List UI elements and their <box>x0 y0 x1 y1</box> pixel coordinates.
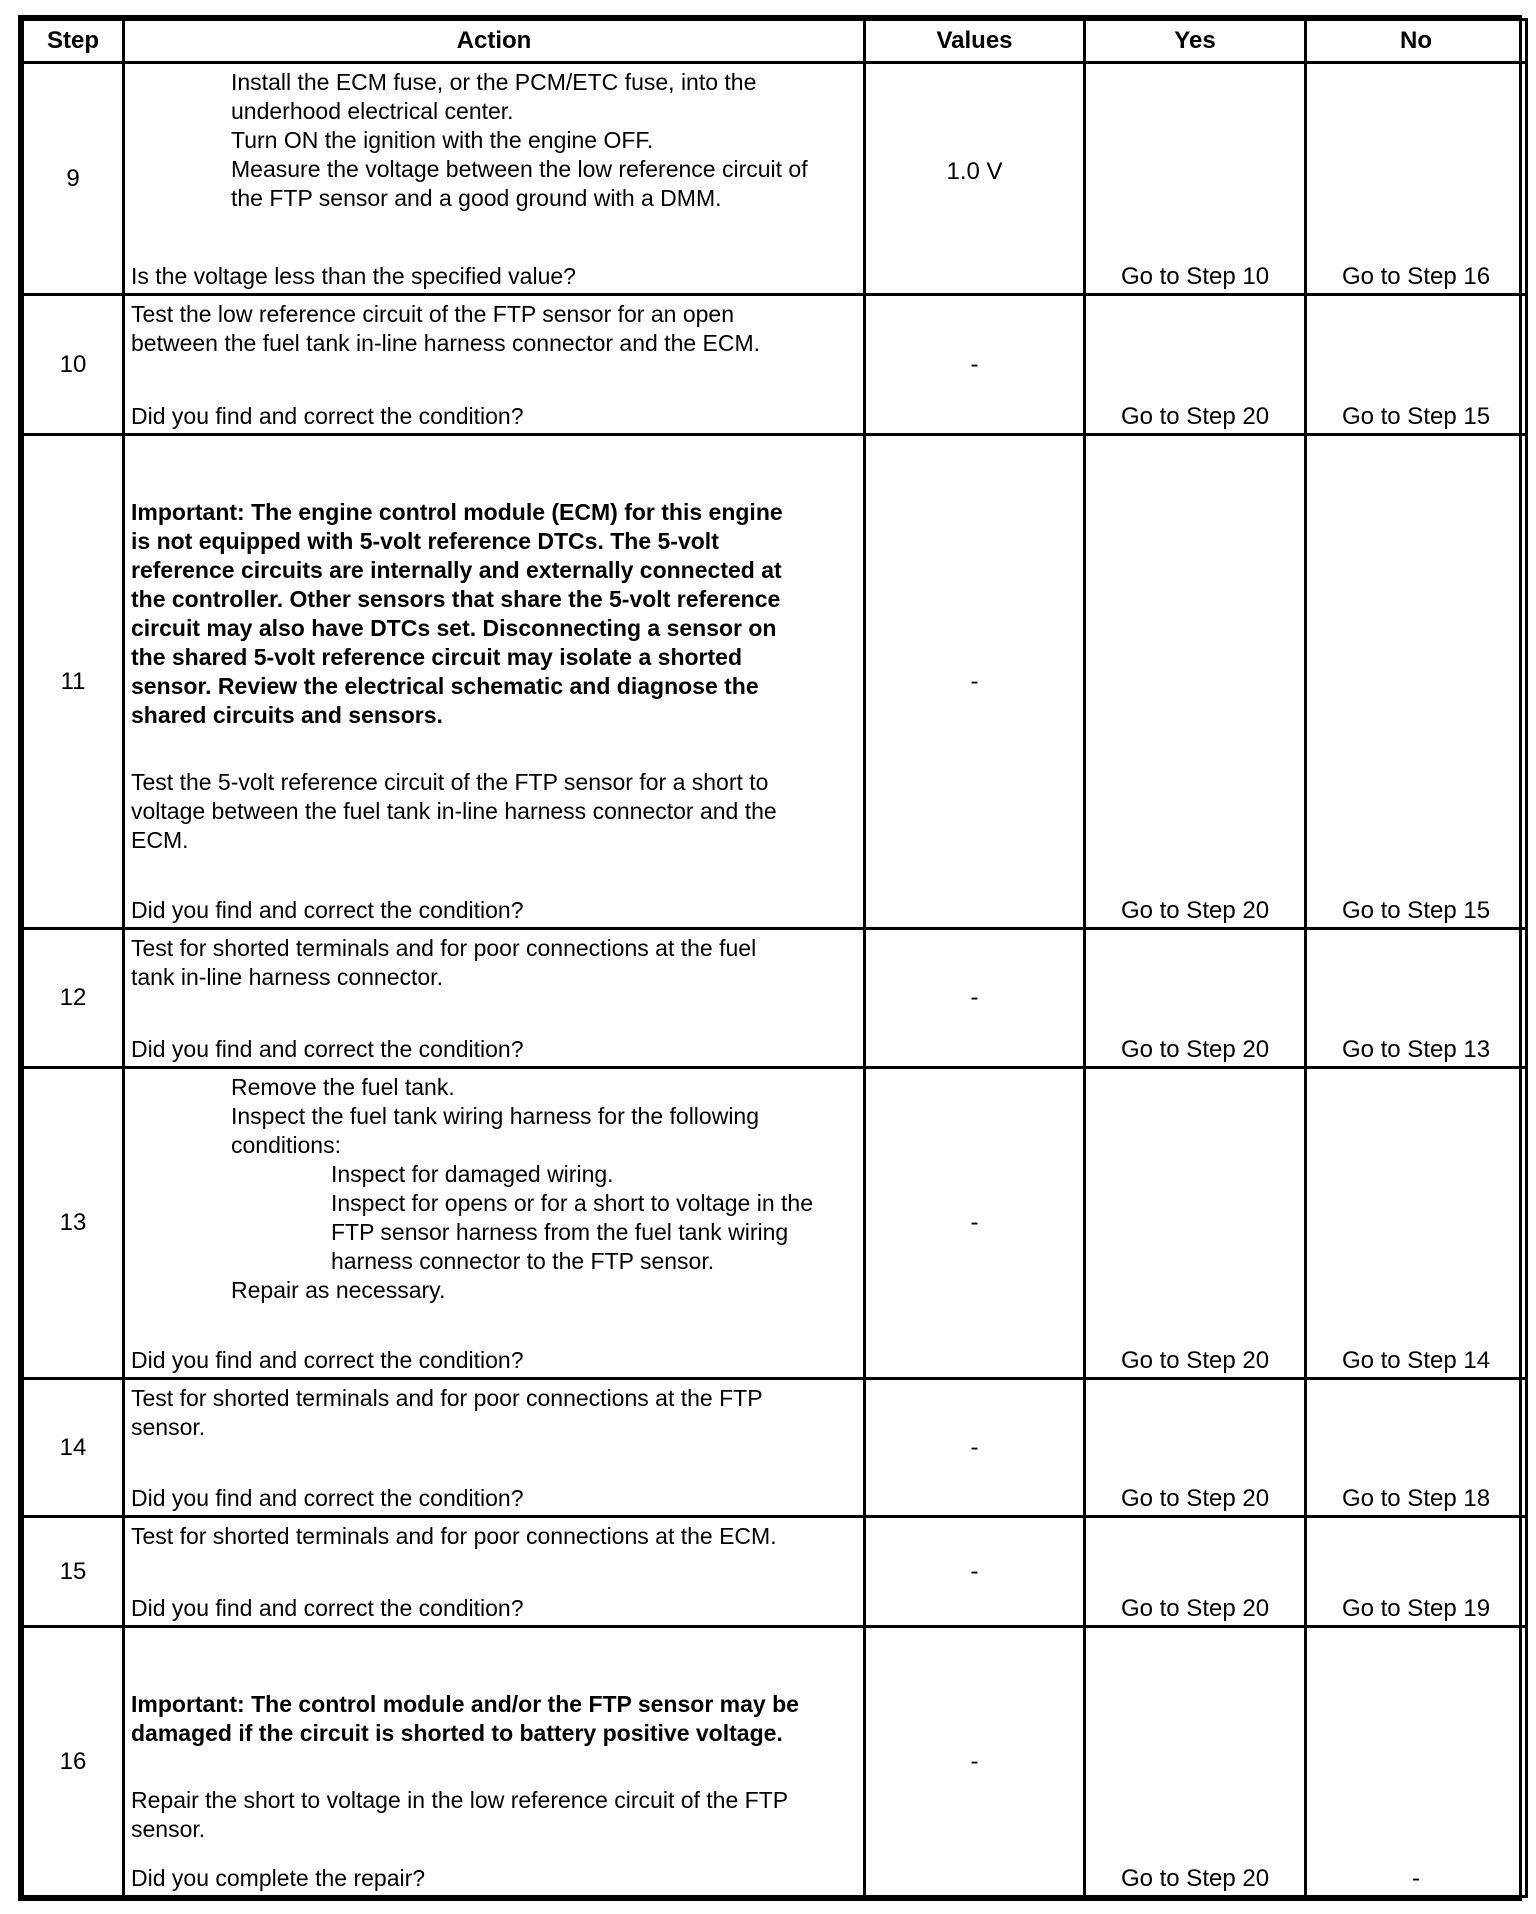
yes-link: Go to Step 20 <box>1120 403 1270 430</box>
yes-cell <box>1085 1379 1306 1517</box>
value-cell: - <box>865 1068 1085 1379</box>
action-question: Did you find and correct the condition? <box>131 1036 524 1062</box>
no-cell <box>1306 1517 1527 1627</box>
step-number: 12 <box>23 929 124 1068</box>
value-cell: - <box>865 929 1085 1068</box>
action-line: Inspect the fuel tank wiring harness for the following <box>231 1103 760 1129</box>
action-question: Did you complete the repair? <box>131 1865 426 1891</box>
important-line: the controller. Other sensors that share the 5-volt reference <box>131 586 781 612</box>
no-cell <box>1306 1627 1527 1897</box>
value-cell: - <box>865 1517 1085 1627</box>
no-cell <box>1306 295 1527 435</box>
no-link: Go to Step 14 <box>1341 1347 1491 1374</box>
important-line: shared circuits and sensors. <box>131 702 443 728</box>
header-row <box>23 20 1527 63</box>
action-cell <box>124 63 865 295</box>
important-note <box>131 498 857 730</box>
action-line: sensor. <box>131 1816 206 1842</box>
no-link: Go to Step 16 <box>1341 263 1491 290</box>
yes-link: Go to Step 20 <box>1120 1347 1270 1374</box>
action-line: Test for shorted terminals and for poor connections at the FTP <box>131 1385 763 1411</box>
important-line: circuit may also have DTCs set. Disconnecting a sensor on <box>131 615 777 641</box>
action-question: Did you find and correct the condition? <box>131 1485 524 1511</box>
table-row <box>23 1379 1527 1517</box>
yes-link: Go to Step 10 <box>1120 263 1270 290</box>
action-line: voltage between the fuel tank in-line harness connector and the <box>131 798 777 824</box>
yes-link: Go to Step 20 <box>1120 1865 1270 1892</box>
action-line: tank in-line harness connector. <box>131 964 443 990</box>
no-link: Go to Step 19 <box>1341 1595 1491 1622</box>
value-cell: - <box>865 1379 1085 1517</box>
action-question: Did you find and correct the condition? <box>131 1595 524 1621</box>
important-line: sensor. Review the electrical schematic and diagnose the <box>131 673 759 699</box>
table-row <box>23 63 1527 295</box>
diagnostic-table <box>18 15 1522 1901</box>
table-row <box>23 1068 1527 1379</box>
no-cell <box>1306 435 1527 929</box>
action-subline: Inspect for damaged wiring. <box>331 1161 614 1187</box>
yes-cell <box>1085 929 1306 1068</box>
no-cell <box>1306 1379 1527 1517</box>
value-cell: - <box>865 1627 1085 1897</box>
step-number: 13 <box>23 1068 124 1379</box>
action-line: Turn ON the ignition with the engine OFF. <box>231 127 654 153</box>
step-number: 11 <box>23 435 124 929</box>
step-number: 15 <box>23 1517 124 1627</box>
action-line: Test for shorted terminals and for poor connections at the ECM. <box>131 1523 777 1549</box>
action-line: Test for shorted terminals and for poor connections at the fuel <box>131 935 757 961</box>
no-cell <box>1306 63 1527 295</box>
header-values: Values <box>865 20 1085 63</box>
no-cell <box>1306 929 1527 1068</box>
value-cell: 1.0 V <box>865 63 1085 295</box>
important-line: reference circuits are internally and externally connected at <box>131 557 782 583</box>
action-line: Repair the short to voltage in the low reference circuit of the FTP <box>131 1787 789 1813</box>
action-question: Did you find and correct the condition? <box>131 897 524 923</box>
action-cell <box>124 1627 865 1897</box>
action-cell <box>124 435 865 929</box>
action-cell <box>124 1517 865 1627</box>
header-action: Action <box>124 20 865 63</box>
table-row <box>23 1627 1527 1897</box>
yes-link: Go to Step 20 <box>1120 1595 1270 1622</box>
yes-cell <box>1085 295 1306 435</box>
value-cell: - <box>865 435 1085 929</box>
action-subline: harness connector to the FTP sensor. <box>331 1248 715 1274</box>
yes-link: Go to Step 20 <box>1120 1485 1270 1512</box>
step-number: 10 <box>23 295 124 435</box>
table-row <box>23 1517 1527 1627</box>
yes-cell <box>1085 63 1306 295</box>
action-line: Test the low reference circuit of the FTP sensor for an open <box>131 301 734 327</box>
yes-cell <box>1085 1068 1306 1379</box>
action-question: Did you find and correct the condition? <box>131 403 524 429</box>
action-line: sensor. <box>131 1414 206 1440</box>
action-cell <box>124 929 865 1068</box>
important-line: is not equipped with 5-volt reference DTCs. The 5-volt <box>131 528 719 554</box>
step-number: 9 <box>23 63 124 295</box>
no-link: - <box>1412 1865 1420 1892</box>
important-note <box>131 1690 857 1748</box>
action-line: Test the 5-volt reference circuit of the FTP sensor for a short to <box>131 769 769 795</box>
action-line: conditions: <box>231 1132 341 1158</box>
no-link: Go to Step 18 <box>1341 1485 1491 1512</box>
action-line: Repair as necessary. <box>231 1277 446 1303</box>
action-line: underhood electrical center. <box>231 98 514 124</box>
action-line: Measure the voltage between the low reference circuit of <box>231 156 808 182</box>
action-subline: Inspect for opens or for a short to voltage in the <box>331 1190 814 1216</box>
no-link: Go to Step 13 <box>1341 1036 1491 1063</box>
header-no: No <box>1306 20 1527 63</box>
action-line: Remove the fuel tank. <box>231 1074 455 1100</box>
yes-link: Go to Step 20 <box>1120 1036 1270 1063</box>
action-cell <box>124 1068 865 1379</box>
no-link: Go to Step 15 <box>1341 403 1491 430</box>
yes-cell <box>1085 1517 1306 1627</box>
step-number: 16 <box>23 1627 124 1897</box>
important-line: damaged if the circuit is shorted to battery positive voltage. <box>131 1720 783 1746</box>
no-cell <box>1306 1068 1527 1379</box>
table-row <box>23 295 1527 435</box>
table-row <box>23 435 1527 929</box>
action-cell <box>124 295 865 435</box>
action-question: Is the voltage less than the specified value? <box>131 263 576 289</box>
important-line: Important: The control module and/or the FTP sensor may be <box>131 1691 799 1717</box>
action-cell <box>124 1379 865 1517</box>
action-line: ECM. <box>131 827 189 853</box>
step-number: 14 <box>23 1379 124 1517</box>
yes-cell <box>1085 435 1306 929</box>
important-line: the shared 5-volt reference circuit may isolate a shorted <box>131 644 743 670</box>
action-question: Did you find and correct the condition? <box>131 1347 524 1373</box>
value-cell: - <box>865 295 1085 435</box>
action-line: the FTP sensor and a good ground with a DMM. <box>231 185 722 211</box>
action-line: Install the ECM fuse, or the PCM/ETC fuse, into the <box>231 69 757 95</box>
important-line: Important: The engine control module (ECM) for this engine <box>131 499 783 525</box>
action-line: between the fuel tank in-line harness connector and the ECM. <box>131 330 761 356</box>
table-row <box>23 929 1527 1068</box>
yes-cell <box>1085 1627 1306 1897</box>
header-yes: Yes <box>1085 20 1306 63</box>
no-link: Go to Step 15 <box>1341 897 1491 924</box>
action-subline: FTP sensor harness from the fuel tank wiring <box>331 1219 789 1245</box>
yes-link: Go to Step 20 <box>1120 897 1270 924</box>
header-step: Step <box>23 20 124 63</box>
